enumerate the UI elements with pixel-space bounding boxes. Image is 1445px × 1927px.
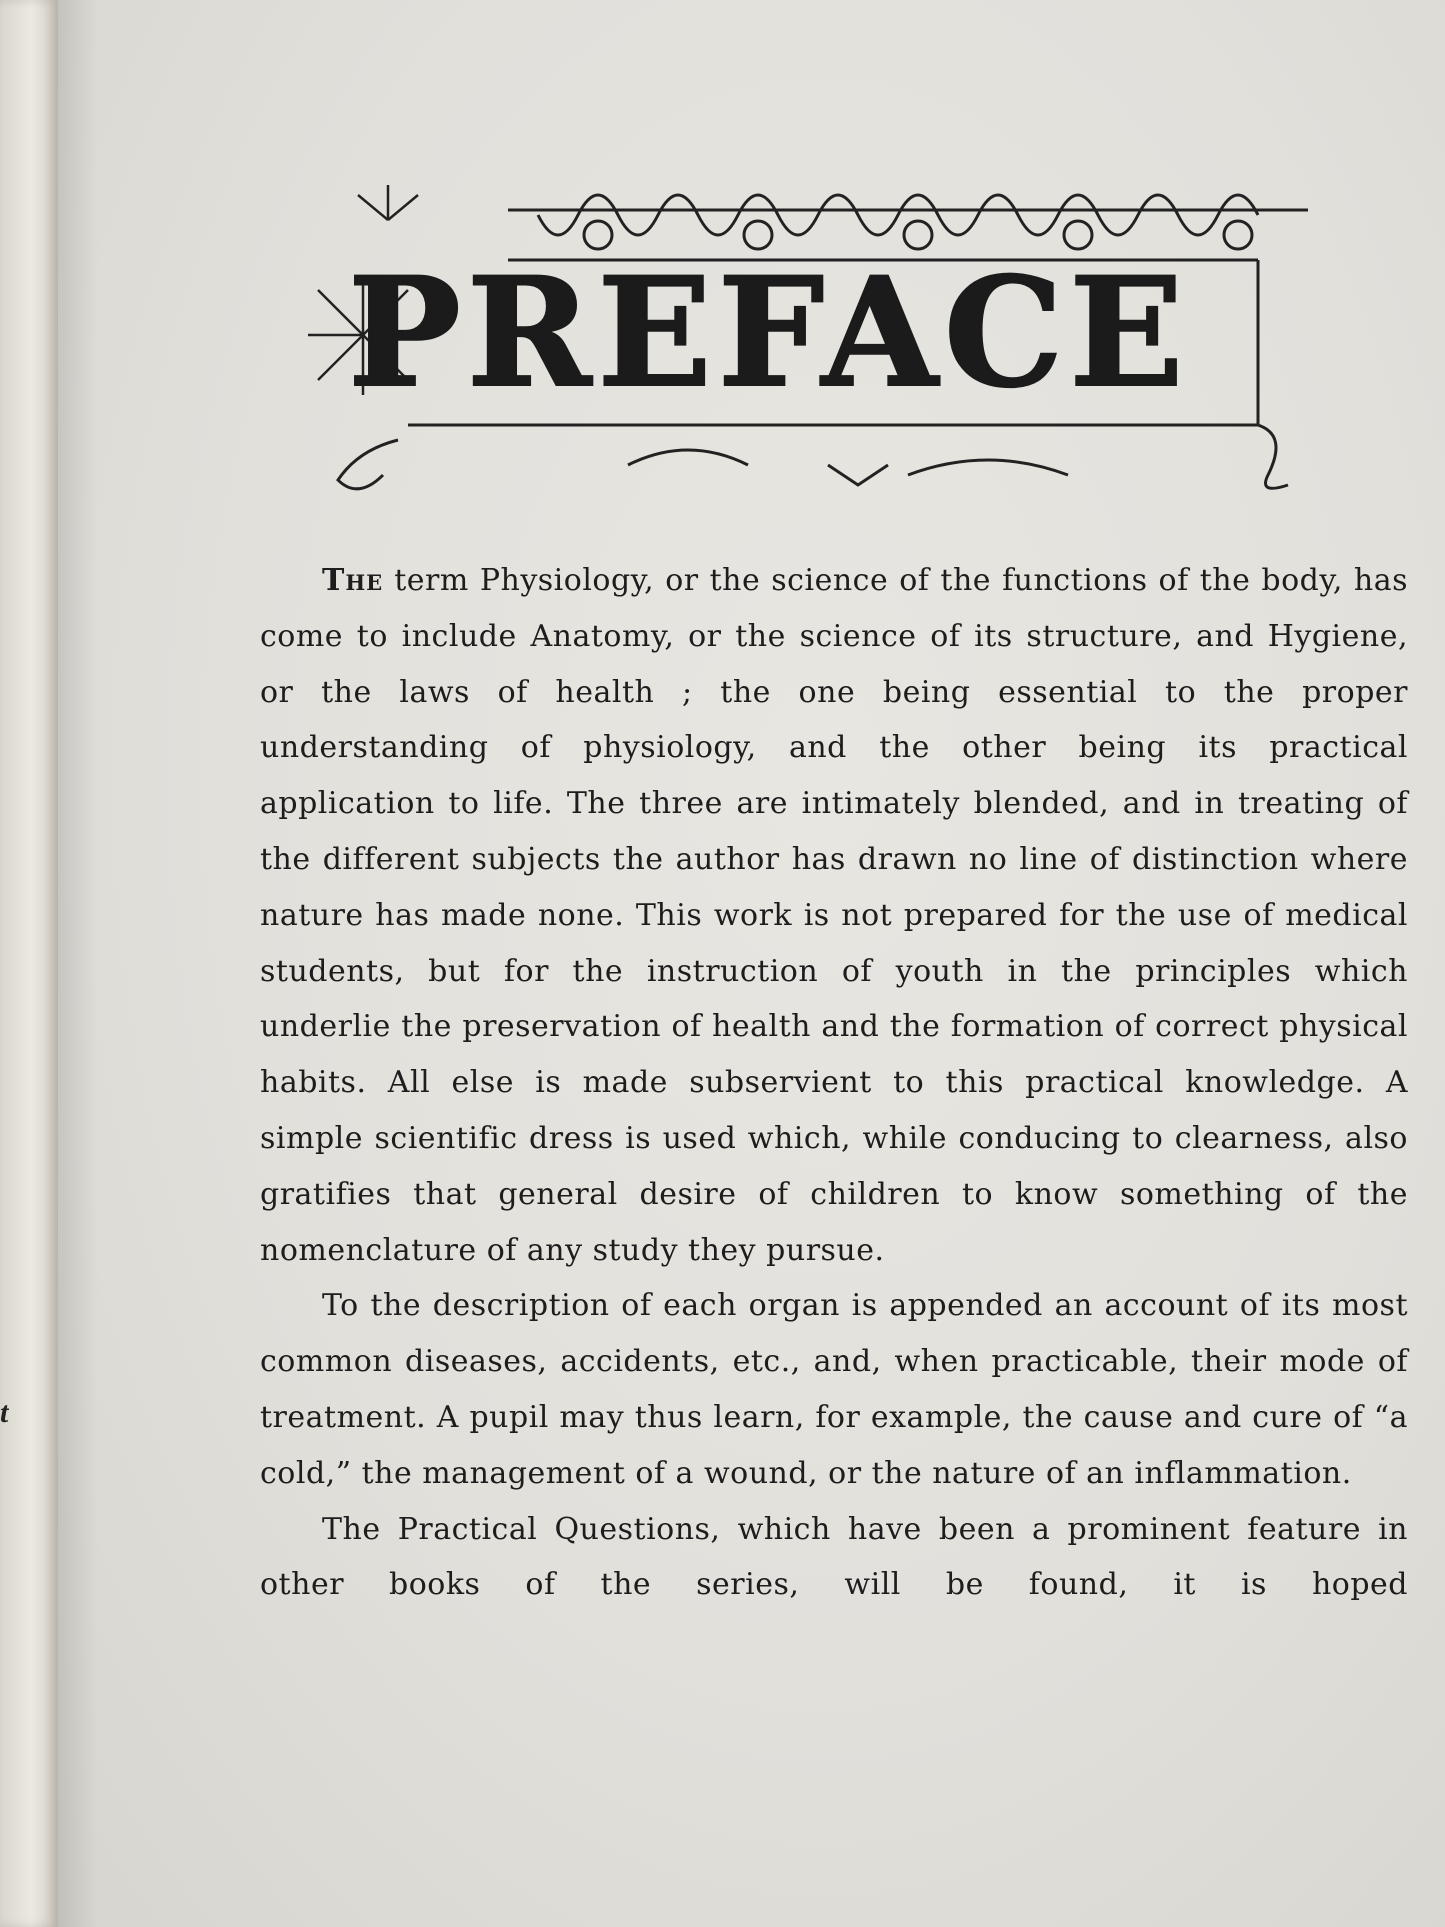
- left-page-fragment: t: [0, 1396, 9, 1429]
- book-page: [58, 0, 1445, 1927]
- paragraph-1: [260, 553, 1408, 1278]
- gutter-shadow: [58, 0, 98, 1927]
- preface-heading: PREFACE: [348, 245, 1190, 421]
- left-page-edge: [0, 0, 58, 1927]
- bottom-flourish: [338, 440, 1068, 489]
- paragraph-text: term Physiology, or the science of the functions of the body, has come to include Anatomy, or the science of its structure, and Hygiene, or the laws of health ; the one being essential to the proper understanding of physiology, and the other being its practical application to life. The three are intimately blended, and in treating of the different subjects the author has drawn no line of distinction where nature has made none. This work is not prepared for the use of medical students, but for the instruction of youth in the principles which underlie the preservation of health and the formation of correct physical habits. All else is made subservient to this practical knowledge. A simple scientific dress is used which, while conducing to clearness, also gratifies that general desire of children to know something of the nomenclature of any study they pursue.: [260, 563, 1408, 1268]
- body-text: [260, 553, 1408, 1613]
- preface-ornament: [308, 185, 1338, 515]
- paragraph-lead: The: [322, 563, 384, 598]
- paragraph-3: The Practical Questions, which have been a prominent feature in other books of the series, will be found, it is hoped: [260, 1511, 1408, 1603]
- paragraph-2: To the description of each organ is appended an account of its most common diseases, accidents, etc., and, when practicable, their mode of treatment. A pupil may thus learn, for example, the cause and cure of “a cold,” the management of a wound, or the nature of an inflammation.: [260, 1288, 1408, 1491]
